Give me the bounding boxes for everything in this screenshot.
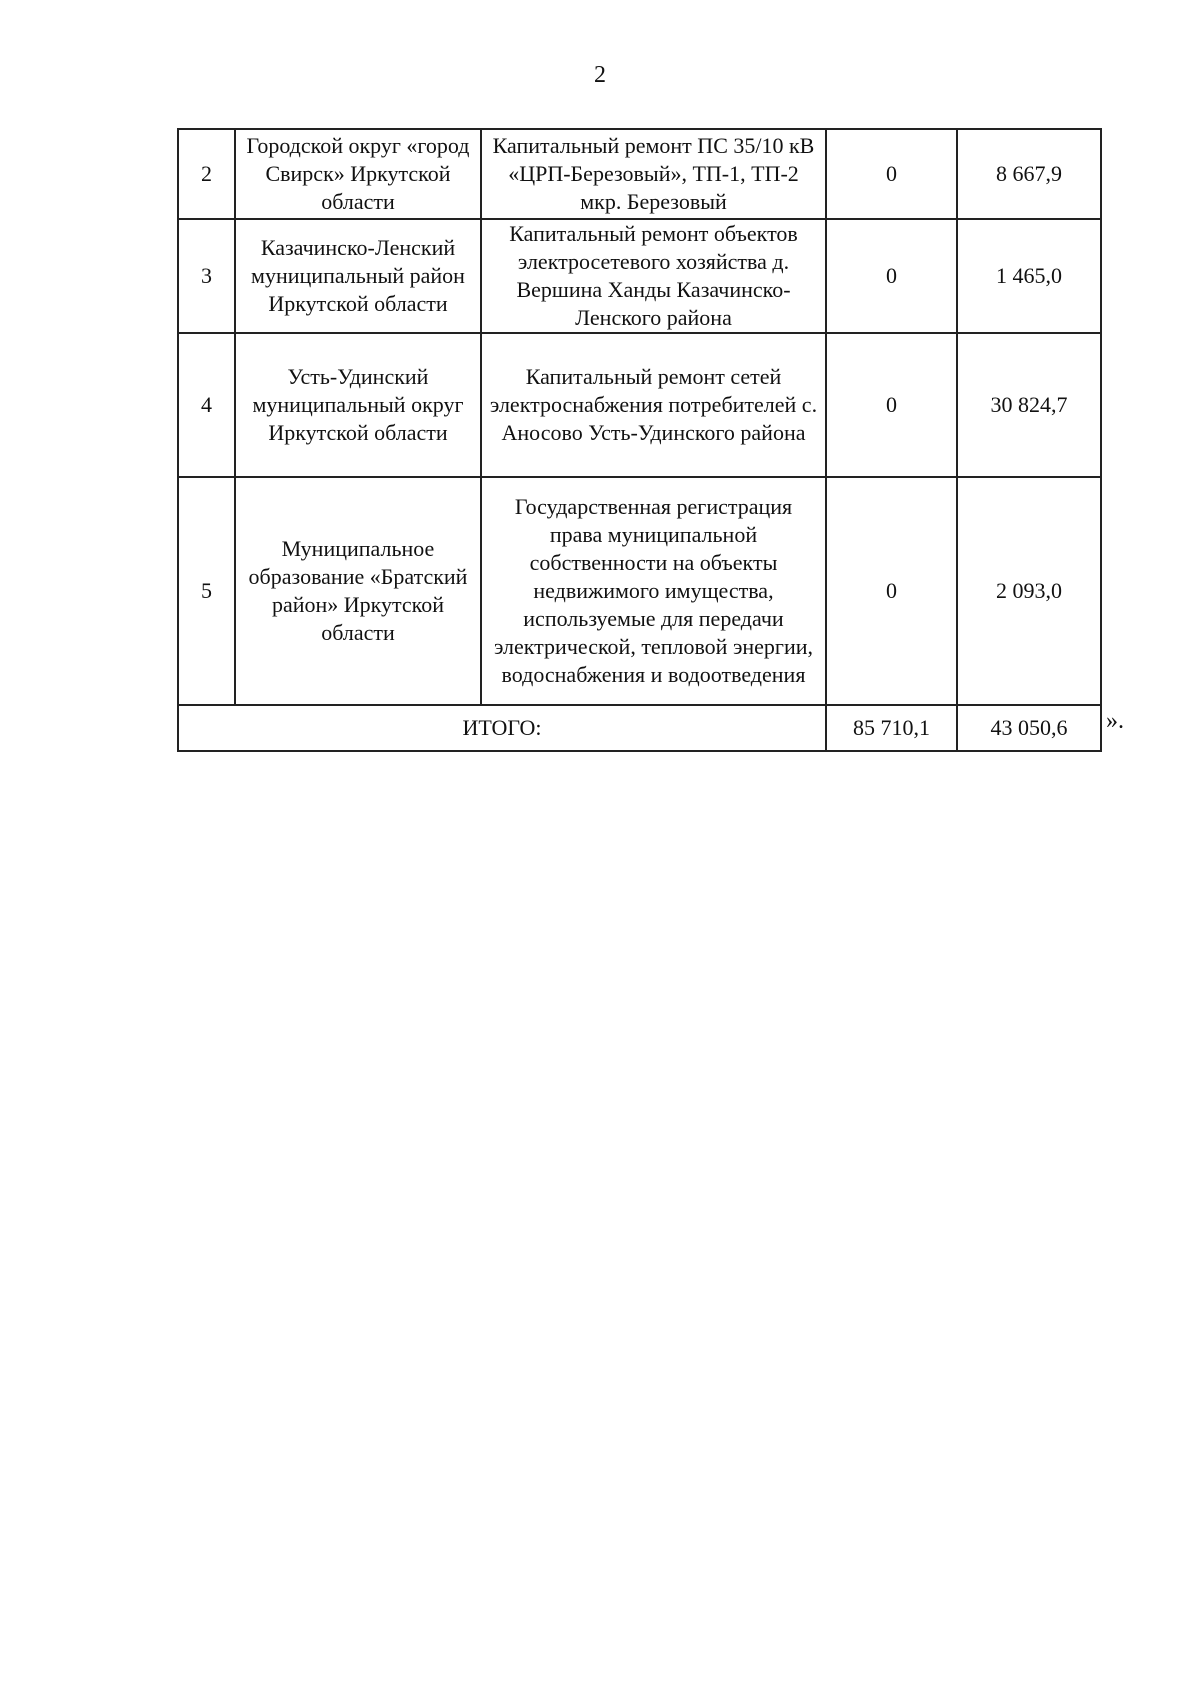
- amount-column-2: 1 465,0: [957, 219, 1101, 333]
- project-description: Капитальный ремонт объектов электросетевого хозяйства д. Вершина Ханды Казачинско-Ленского района: [481, 219, 826, 333]
- total-label: ИТОГО:: [178, 705, 826, 751]
- project-description: Капитальный ремонт ПС 35/10 кВ «ЦРП-Березовый», ТП-1, ТП-2 мкр. Березовый: [481, 129, 826, 219]
- amount-column-1: 0: [826, 333, 957, 477]
- total-amount-2: 43 050,6: [957, 705, 1101, 751]
- closing-quote-mark: ».: [1106, 708, 1124, 734]
- municipality-name: Усть-Удинский муниципальный округ Иркутской области: [235, 333, 481, 477]
- project-description: Государственная регистрация права муниципальной собственности на объекты недвижимого имущества, используемые для передачи электрической, тепловой энергии, водоснабжения и водоотведения: [481, 477, 826, 705]
- row-number: 2: [178, 129, 235, 219]
- amount-column-1: 0: [826, 477, 957, 705]
- allocation-table: [177, 128, 1102, 752]
- table-row: [178, 333, 1101, 477]
- row-number: 3: [178, 219, 235, 333]
- total-row: [178, 705, 1101, 751]
- project-description: Капитальный ремонт сетей электроснабжения потребителей с. Аносово Усть-Удинского района: [481, 333, 826, 477]
- amount-column-2: 2 093,0: [957, 477, 1101, 705]
- row-number: 5: [178, 477, 235, 705]
- table-row: [178, 477, 1101, 705]
- total-amount-1: 85 710,1: [826, 705, 957, 751]
- page-number: 2: [594, 62, 606, 88]
- amount-column-1: 0: [826, 219, 957, 333]
- table-row: [178, 129, 1101, 219]
- municipality-name: Городской округ «город Свирск» Иркутской области: [235, 129, 481, 219]
- amount-column-2: 8 667,9: [957, 129, 1101, 219]
- municipality-name: Муниципальное образование «Братский район» Иркутской области: [235, 477, 481, 705]
- amount-column-1: 0: [826, 129, 957, 219]
- table-row: [178, 219, 1101, 333]
- municipality-name: Казачинско-Ленский муниципальный район Иркутской области: [235, 219, 481, 333]
- amount-column-2: 30 824,7: [957, 333, 1101, 477]
- row-number: 4: [178, 333, 235, 477]
